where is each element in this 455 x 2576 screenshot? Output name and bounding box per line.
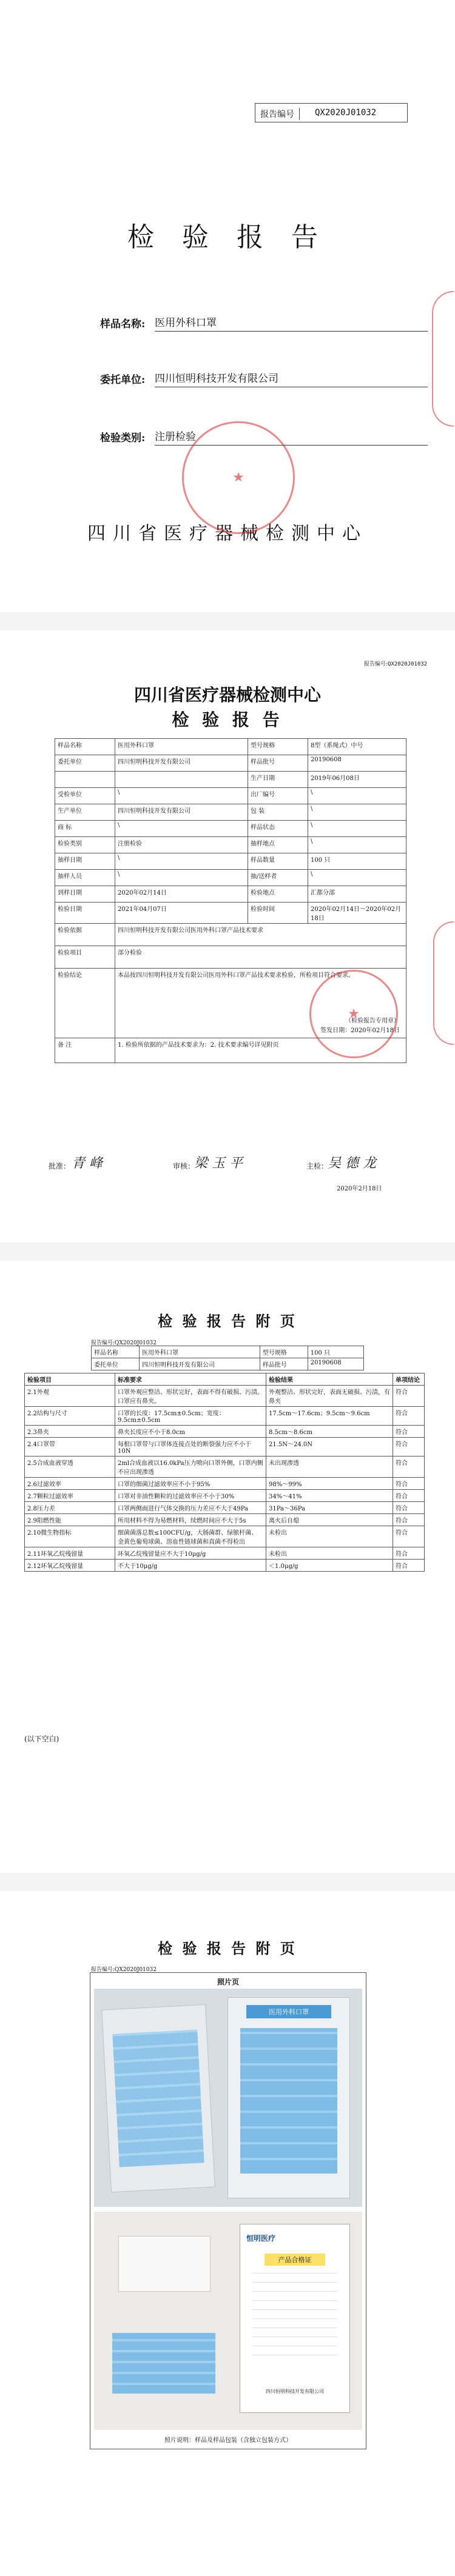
report-perforation-seal [433, 921, 454, 1045]
annex-cell-item: 2.7颗粒过滤效率 [25, 1490, 115, 1502]
annex-cell-result: 21.5N～24.0N [266, 1438, 393, 1457]
report-row [55, 804, 406, 821]
mask-package-right [228, 1997, 350, 2198]
brand-logo: 恒明医疗 [246, 2234, 276, 2243]
card-company: 四川恒明科技开发有限公司 [266, 2389, 324, 2394]
report-cell-l1: 生产单位 [55, 804, 115, 821]
report-cell-v1: \ [115, 870, 248, 886]
annex-row [25, 1426, 425, 1438]
report-cell-v2: 20190608 [308, 755, 406, 772]
inspect-label: 主检： [306, 1162, 329, 1170]
category-label: 检验类别: [100, 432, 146, 444]
photo-title: 检 验 报 告 附 页 [158, 1940, 297, 1957]
review-signature: 梁 玉 平 [194, 1156, 243, 1171]
inspect-signature: 吴 德 龙 [328, 1156, 376, 1171]
report-cell-v2: \ [308, 821, 406, 837]
report-cell-l2: 检验时间 [248, 903, 308, 924]
annex-row [25, 1478, 425, 1490]
report-row [55, 837, 406, 853]
report-cell-l2: 检验地点 [248, 886, 308, 903]
annex-cell-conc: 符合 [393, 1407, 425, 1426]
report-institution: 四川省医疗器械检测中心 [133, 685, 321, 705]
remark-value: 1. 检验所依据的产品技术要求为：2. 技术要求编号详见附页 [115, 1038, 406, 1063]
col-conc: 单项结论 [393, 1373, 425, 1386]
annex-page [0, 1261, 455, 1873]
annex-cell-item: 2.6过滤效率 [25, 1478, 115, 1490]
annex-cell-req: 口罩的细菌过滤效率应不小于95% [115, 1478, 266, 1490]
report-cell-v2: 8型（系绳式）中号 [308, 739, 406, 755]
conclusion-date: 签发日期：2020年02月18日 [320, 1027, 400, 1034]
annex-cell-item: 2.4口罩带 [25, 1438, 115, 1457]
report-row [55, 903, 406, 924]
conclusion-text: 本品按四川恒明科技开发有限公司医用外科口罩产品技术要求检验，所检项目符合要求。 [118, 972, 354, 979]
certificate-card [240, 2224, 350, 2413]
report-cell-l2: 型号规格 [248, 739, 308, 755]
annex-row [25, 1526, 425, 1547]
report-cell-v1: 四川恒明科技开发有限公司 [115, 804, 248, 821]
annex-report-no: 报告编号:QX2020J01032 [91, 1340, 157, 1346]
annex-cell-req: 口罩外观应整洁、形状完好，表面不得有破损、污渍。口罩应有鼻夹。 [115, 1386, 266, 1407]
h-client-label: 委托单位 [92, 1358, 140, 1370]
report-cell-v1: 2020年02月14日 [115, 886, 248, 903]
annex-row [25, 1490, 425, 1502]
report-cell-v1: \ [115, 788, 248, 804]
report-cell-l1: 样品名称 [55, 739, 115, 755]
annex-cell-req: 细菌菌落总数≤100CFU/g，大肠菌群、绿脓杆菌、金黄色葡萄球菌、溶血性链球菌和真菌不得检出 [115, 1526, 266, 1547]
report-cell-l2: 样品数量 [248, 853, 308, 870]
col-result: 检验结果 [266, 1373, 393, 1386]
client-value: 四川恒明科技开发有限公司 [155, 370, 428, 387]
annex-cell-result: 98%～99% [266, 1478, 393, 1490]
annex-cell-req: 口罩对非油性颗粒的过滤效率应不小于30% [115, 1490, 266, 1502]
annex-cell-result: 未检出 [266, 1547, 393, 1560]
annex-cell-item: 2.2结构与尺寸 [25, 1407, 115, 1426]
annex-row [25, 1438, 425, 1457]
annex-end: (以下空白) [24, 1735, 59, 1743]
conclusion-label: 检验结论 [55, 969, 115, 1038]
report-cell-v1: 四川恒明科技开发有限公司 [115, 755, 248, 772]
annex-cell-result: ＜1.0μg/g [266, 1560, 393, 1572]
sample-value: 医用外科口罩 [155, 314, 428, 332]
report-row [55, 739, 406, 755]
annex-title: 检 验 报 告 附 页 [158, 1312, 297, 1330]
card-title: 产品合格证 [265, 2254, 325, 2266]
annex-cell-conc: 符合 [393, 1547, 425, 1560]
report-cell-l2: 样品状态 [248, 821, 308, 837]
category-value: 注册检验 [155, 428, 428, 445]
col-req: 标准要求 [115, 1373, 266, 1386]
items-value: 部分检验 [115, 946, 406, 969]
report-cell-l1: 检验类别 [55, 837, 115, 853]
page-gap [0, 1873, 455, 1891]
report-number-value: QX2020J01032 [315, 108, 377, 118]
report-cell-v1: \ [115, 821, 248, 837]
photo-page [0, 1891, 455, 2576]
annex-cell-result: 未检出 [266, 1526, 393, 1547]
remark-label: 备 注 [55, 1038, 115, 1063]
photo-top [94, 1989, 362, 2207]
report-row [55, 755, 406, 772]
report-cell-l2: 抽/送样者 [248, 870, 308, 886]
annex-cell-conc: 符合 [393, 1457, 425, 1478]
annex-cell-result: 8.5cm～8.6cm [266, 1426, 393, 1438]
h-sample-value: 医用外科口罩 [140, 1346, 260, 1358]
report-cell-v2: 100 只 [308, 853, 406, 870]
report-cell-v2: \ [308, 870, 406, 886]
page-gap [0, 1243, 455, 1261]
report-no-label: 报告编号: [364, 661, 388, 667]
report-seal: ★ [309, 970, 398, 1058]
report-cell-l1: 委托单位 [55, 755, 115, 772]
report-cell-v2: 2019年06月08日 [308, 772, 406, 788]
report-row [55, 821, 406, 837]
annex-cell-item: 2.10微生物指标 [25, 1526, 115, 1547]
sign-date: 2020年2月18日 [337, 1186, 382, 1192]
basis-value: 四川恒明科技开发有限公司医用外科口罩产品技术要求 [115, 924, 406, 946]
conclusion-note: （检验报告专用章） [345, 1018, 400, 1024]
report-row [55, 772, 406, 788]
annex-cell-req: 2ml合成血液以16.0kPa压力喷向口罩外侧，口罩内侧不应出现渗透 [115, 1457, 266, 1478]
report-cell-v2: \ [308, 788, 406, 804]
cover-page [0, 0, 455, 612]
annex-cell-conc: 符合 [393, 1502, 425, 1514]
h-sample-label: 样品名称 [92, 1346, 140, 1358]
annex-row [25, 1386, 425, 1407]
report-cell-l1 [55, 772, 115, 788]
annex-cell-conc: 符合 [393, 1426, 425, 1438]
report-cell-l1: 商 标 [55, 821, 115, 837]
report-row [55, 853, 406, 870]
report-cell-l2: 样品批号 [248, 755, 308, 772]
items-label: 检验项目 [55, 946, 115, 969]
basis-label: 检验依据 [55, 924, 115, 946]
report-cell-v1: 医用外科口罩 [115, 739, 248, 755]
annex-cell-conc: 符合 [393, 1490, 425, 1502]
report-row [55, 788, 406, 804]
annex-cell-conc: 符合 [393, 1560, 425, 1572]
report-cell-l1: 抽样日期 [55, 853, 115, 870]
annex-row [25, 1560, 425, 1572]
report-cell-v2: \ [308, 837, 406, 853]
photo-bottom [94, 2212, 362, 2430]
annex-cell-item: 2.11环氧乙烷残留量 [25, 1547, 115, 1560]
annex-row [25, 1547, 425, 1560]
mask-white [118, 2236, 211, 2292]
h-batch-label: 样品批号 [260, 1358, 308, 1370]
report-cell-l2: 抽样地点 [248, 837, 308, 853]
annex-cell-result: 外观整洁、形状完好，表面无破损、污渍，有鼻夹 [266, 1386, 393, 1407]
annex-cell-conc: 符合 [393, 1386, 425, 1407]
annex-cell-result: 31Pa～36Pa [266, 1502, 393, 1514]
annex-header-table [91, 1346, 364, 1370]
report-cell-l1: 检验日期 [55, 903, 115, 924]
mask-package-left [101, 2004, 215, 2193]
annex-cell-req: 每根口罩带与口罩体连接点处的断裂强力应不小于10N [115, 1438, 266, 1457]
col-item: 检验项目 [25, 1373, 115, 1386]
report-cell-l2: 生产日期 [248, 772, 308, 788]
h-client-value: 四川恒明科技开发有限公司 [140, 1358, 260, 1370]
photo-caption: 照片说明：样品及样品包装（含独立包装方式） [164, 2437, 292, 2444]
annex-cell-item: 2.8压力差 [25, 1502, 115, 1514]
approve-label: 批准： [49, 1162, 71, 1170]
review-label: 审核： [173, 1162, 195, 1170]
client-label: 委托单位: [100, 374, 146, 386]
perforation-seal [432, 291, 454, 427]
annex-results-table [24, 1373, 425, 1572]
annex-cell-item: 2.12环氧乙烷残留量 [25, 1560, 115, 1572]
annex-cell-result: 34%～41% [266, 1490, 393, 1502]
annex-cell-result: 17.5cm～17.6cm；9.5cm～9.6cm [266, 1407, 393, 1426]
annex-cell-result: 离火后自熄 [266, 1514, 393, 1526]
annex-row [25, 1514, 425, 1526]
report-title: 检 验 报 告 [172, 710, 283, 730]
annex-cell-conc: 符合 [393, 1438, 425, 1457]
annex-cell-conc: 符合 [393, 1526, 425, 1547]
report-row [55, 870, 406, 886]
annex-cell-conc: 符合 [393, 1478, 425, 1490]
h-batch-value: 20190608 [308, 1358, 363, 1370]
report-cell-v2: \ [308, 804, 406, 821]
report-cell-l1: 受检单位 [55, 788, 115, 804]
annex-cell-item: 2.9阻燃性能 [25, 1514, 115, 1526]
photo-subtitle: 照片页 [217, 1978, 239, 1986]
annex-cell-conc: 符合 [393, 1514, 425, 1526]
h-model-label: 型号规格 [260, 1346, 308, 1358]
report-cell-v1: \ [115, 853, 248, 870]
annex-row [25, 1457, 425, 1478]
annex-cell-req: 口罩两侧面进行气体交换的压力差应不大于49Pa [115, 1502, 266, 1514]
report-no-value: QX2020J01032 [388, 661, 428, 667]
annex-row [25, 1502, 425, 1514]
sample-label: 样品名称: [100, 318, 146, 330]
annex-row [25, 1407, 425, 1426]
annex-cell-req: 环氧乙烷残留量应不大于10μg/g [115, 1547, 266, 1560]
report-cell-l2: 包 装 [248, 804, 308, 821]
report-cell-l1: 抽样人员 [55, 870, 115, 886]
annex-cell-req: 所用材料不得为易燃材料，续燃时间应不大于5s [115, 1514, 266, 1526]
annex-cell-item: 2.3鼻夹 [25, 1426, 115, 1438]
report-cell-v1 [115, 772, 248, 788]
report-page [0, 630, 455, 1243]
photo-report-no: 报告编号:QX2020J01032 [91, 1967, 157, 1973]
package-label: 医用外科口罩 [246, 2005, 331, 2018]
report-no-line [364, 659, 427, 667]
mask-blue [112, 2333, 215, 2394]
photo-frame [90, 1972, 366, 2449]
report-row [55, 886, 406, 903]
report-cell-v2: 汇都分部 [308, 886, 406, 903]
report-cell-v2: 2020年02月14日～2020年02月18日 [308, 903, 406, 924]
annex-cell-req: 不大于10μg/g [115, 1560, 266, 1572]
annex-cell-item: 2.1外观 [25, 1386, 115, 1407]
approve-signature: 青 峰 [72, 1156, 103, 1171]
report-cell-v1: 注册检验 [115, 837, 248, 853]
h-model-value: 100 只 [308, 1346, 363, 1358]
annex-cell-req: 鼻夹长度应不小于8.0cm [115, 1426, 266, 1438]
report-cell-l2: 出厂编号 [248, 788, 308, 804]
annex-cell-result: 未出现渗透 [266, 1457, 393, 1478]
report-number-label: 报告编号 [260, 108, 300, 120]
report-number-box [255, 103, 408, 122]
report-cell-v1: 2021年04月07日 [115, 903, 248, 924]
institution-name: 四川省医疗器械检测中心 [87, 523, 368, 544]
report-cell-l1: 到样日期 [55, 886, 115, 903]
official-seal: ★ [182, 421, 295, 534]
annex-cell-item: 2.5合成血液穿透 [25, 1457, 115, 1478]
cover-title: 检 验 报 告 [127, 222, 328, 253]
page-gap [0, 612, 455, 630]
annex-cell-req: 口罩的长度：17.5cm±0.5cm；宽度：9.5cm±0.5cm [115, 1407, 266, 1426]
